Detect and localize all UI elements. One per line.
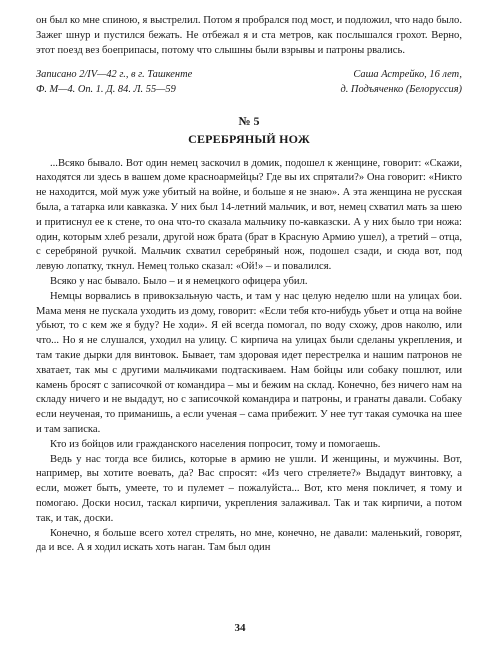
section-title: СЕРЕБРЯНЫЙ НОЖ — [188, 131, 310, 146]
story-paragraph: Всяко у нас бывало. Было – и я немецкого офицера убил. — [50, 275, 308, 287]
story-body — [36, 157, 462, 557]
narrator-info — [340, 68, 462, 97]
story-paragraph: ...Всяко бывало. Вот один немец заскочил в домик, подошел к женщине, говорит: «Скажи, находятся ли здесь в вашем доме красноармейцы? Где вы их спрятали?» Она говорит: «Никто не находится, мой муж уже убитый на войне, и больше я не знаю». А эта женщина не русская была, а татарка или кавказка. У них был 14-летний мальчик, и вот, немец схватил мать за шею и притиснул ее к стене, то она что-то сказала мальчику по-кавказски. А у них было три ножа: один, которым хлеб резали, другой нож брата (брат в Красную Армию ушел), а третий – отца, с серебряной ручкой. Мальчик схватил серебряный нож, подошел сзади, и сюда вот, под левую лопатку, ткнул. Немец только сказал: «Ой!» – и повалился. — [36, 157, 462, 273]
story-paragraph: Ведь у нас тогда все бились, которые в армию не ушли. И женщины, и мужчины. Вот, например, вы хотите воевать, да? Вас спросят: «Из чего стреляете?» Выдадут винтовку, а если, может быть, умеете, то и пулемет – пожалуйста... Вот, кто меня покличет, я тому и помогаю. Доски носил, таскал кирпичи, укрепления залаживал. Так и так кирпичи, а потом так, и так, доски. — [36, 453, 462, 524]
section-number: № 5 — [238, 113, 260, 128]
story-paragraph: Конечно, я больше всего хотел стрелять, но мне, конечно, не давали: маленький, говорят, да и все. А я ходил искать хоть наган. Там был один — [36, 527, 462, 554]
archive-fund: Ф. М—4. Оп. 1. Д. 84. Л. 55—59 — [36, 83, 176, 95]
narrator-origin: д. Подъяченко (Белоруссия) — [340, 83, 462, 95]
archive-reference — [36, 68, 192, 97]
story-paragraph: Кто из бойцов или гражданского населения попросит, тому и помогаешь. — [50, 438, 381, 450]
recording-note: Записано 2/IV—42 г., в г. Ташкенте — [36, 69, 193, 81]
story-paragraph: Немцы ворвались в привокзальную часть, и там у нас целую неделю шли на улицах бои. Мама меня не пускала уходить из дому, говорит: «Если тебя кто-нибудь убьет и отца на войне убьют, то с кем же я буду? Не ходи». Я ей всегда помогал, по воду схожу, дров наколю, или что... Но я не слушался, уходил на улицу. С кирпича на улицах были сделаны укрепления, и там такие дырки для винтовок. Бывает, там здоровая идет перестрелка и нашим патронов не хватает, так мы с другими мальчиками подтаскиваем. Нам бойцы или собаку пошлют, или камень бросят с записочкой от командира – мы и бежим на склад. Конечно, без ничего нам на складу ничего и не выдадут, но с записочкой командира и патроны, и гранаты давали. Собаку если неученая, то приманишь, а если ученая – сама прибежит. У нее тут такая сумочка на шее и там записка. — [36, 290, 462, 435]
source-attribution — [36, 68, 462, 97]
continued-paragraph: он был ко мне спиною, я выстрелил. Потом я пробрался под мост, и подложил, что надо было. Зажег шнур и пустился бежать. Не отбежал я и ста метров, как послышался грохот. Верно, этот поезд вез боеприпасы, потому что слышны были взрывы и патроны рвались. — [36, 15, 462, 56]
narrator-name: Саша Астрейко, 16 лет, — [353, 69, 462, 81]
page-number: 34 — [234, 622, 246, 634]
